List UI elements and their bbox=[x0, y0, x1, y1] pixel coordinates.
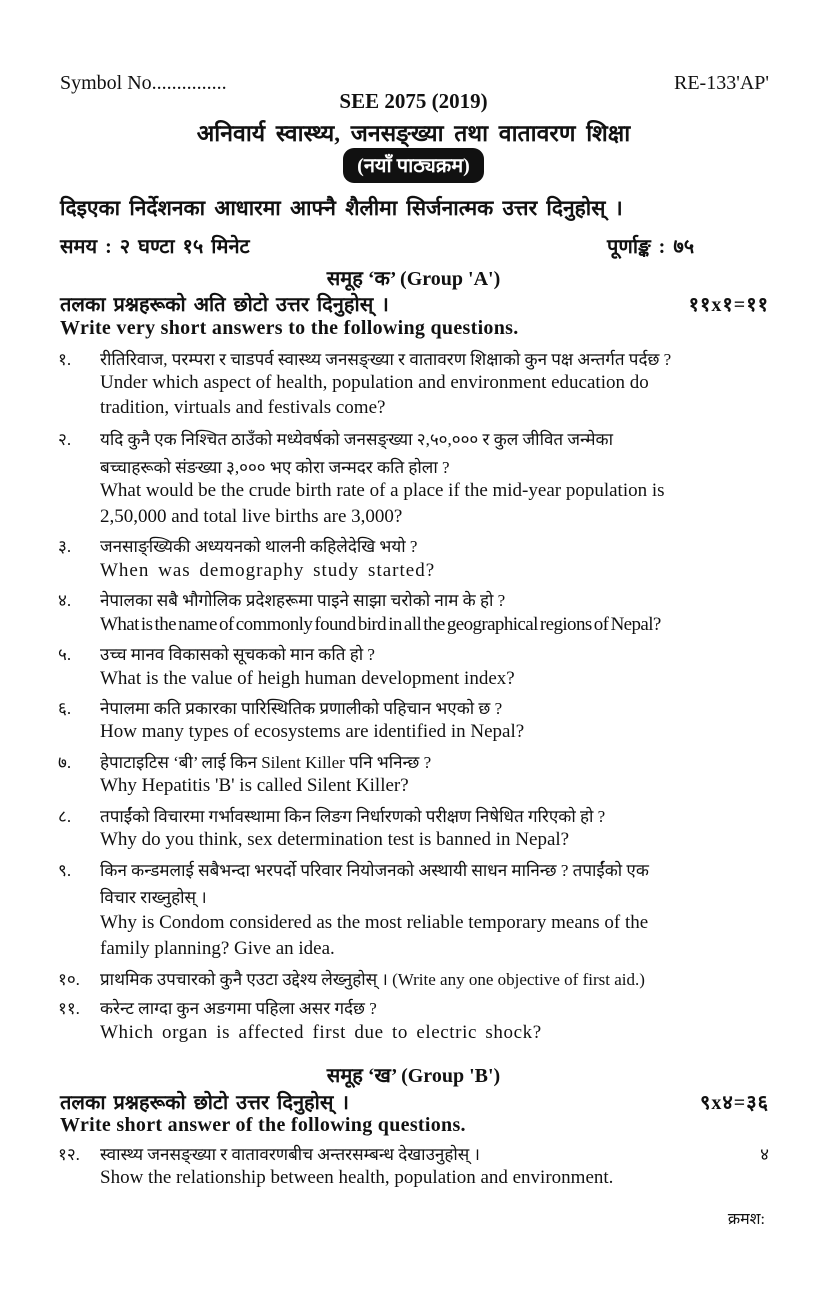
question-text-np: करेन्ट लाग्दा कुन अङगमा पहिला असर गर्दछ ? bbox=[100, 999, 377, 1018]
full-marks: पूर्णाङ्क : ७५ bbox=[607, 236, 695, 258]
group-a-marks: ११x१=११ bbox=[688, 294, 769, 316]
question-text-np: उच्च मानव विकासको सूचकको मान कति हो ? bbox=[100, 645, 375, 664]
question-text-np: बच्चाहरूको संङख्या ३,००० भए कोरा जन्मदर कति होला ? bbox=[100, 458, 450, 477]
question-text-en: Why is Condom considered as the most reliable temporary means of the bbox=[100, 912, 649, 933]
question-number: २. bbox=[58, 430, 72, 449]
question-text-en: Which organ is affected first due to electric shock? bbox=[100, 1022, 542, 1043]
question-text-en: tradition, virtuals and festivals come? bbox=[100, 397, 386, 418]
question-text-en: When was demography study started? bbox=[100, 560, 436, 581]
continued-label: क्रमश: bbox=[727, 1211, 765, 1228]
question-text-np: रीतिरिवाज, परम्परा र चाडपर्व स्वास्थ्य जनसङ्ख्या र वातावरण शिक्षाको कुन पक्ष अन्तर्गत पर्दछ ? bbox=[100, 350, 672, 369]
group-a-instruction-en: Write very short answers to the following questions. bbox=[60, 317, 519, 339]
time-allowed: समय : २ घण्टा १५ मिनेट bbox=[60, 236, 250, 258]
curriculum-badge: (नयाँ पाठ्यक्रम) bbox=[343, 148, 484, 183]
question-number: ८. bbox=[58, 807, 72, 826]
exam-title: SEE 2075 (2019) bbox=[339, 89, 488, 113]
question-text-en: Why do you think, sex determination test is banned in Nepal? bbox=[100, 829, 570, 850]
question-text-np: विचार राख्नुहोस् । bbox=[100, 888, 207, 907]
question-marks: ४ bbox=[760, 1145, 769, 1164]
question-text-en: What is the value of heigh human development index? bbox=[100, 668, 515, 689]
question-text-en: Why Hepatitis 'B' is called Silent Killer? bbox=[100, 775, 409, 796]
question-text-np: तपाईंको विचारमा गर्भावस्थामा किन लिङग निर्धारणको परीक्षण निषेधित गरिएको हो ? bbox=[100, 807, 606, 826]
symbol-number: Symbol No............... bbox=[60, 72, 227, 94]
subject-title: अनिवार्य स्वास्थ्य, जनसङ्ख्या तथा वातावरण शिक्षा bbox=[196, 121, 631, 146]
question-text-np: किन कन्डमलाई सबैभन्दा भरपर्दो परिवार नियोजनको अस्थायी साधन मानिन्छ ? तपाईंको एक bbox=[100, 861, 649, 880]
question-number: ३. bbox=[58, 537, 72, 556]
question-text-en: family planning? Give an idea. bbox=[100, 938, 335, 959]
question-text-en: Show the relationship between health, population and environment. bbox=[100, 1167, 614, 1188]
question-number: ७. bbox=[58, 753, 72, 772]
general-instruction: दिइएका निर्देशनका आधारमा आफ्नै शैलीमा सिर्जनात्मक उत्तर दिनुहोस् । bbox=[60, 196, 623, 220]
question-text-en: What would be the crude birth rate of a place if the mid-year population is bbox=[100, 480, 665, 501]
question-text-en: What is the name of commonly found bird in all the geographical regions of Nepal? bbox=[100, 614, 661, 635]
question-number: १. bbox=[58, 350, 72, 369]
question-text-np: नेपालमा कति प्रकारका पारिस्थितिक प्रणालीको पहिचान भएको छ ? bbox=[100, 699, 503, 718]
question-number: १०. bbox=[58, 970, 80, 989]
question-number: १२. bbox=[58, 1145, 80, 1164]
question-text-np: जनसाङ्ख्यिकी अध्ययनको थालनी कहिलेदेखि भयो ? bbox=[100, 537, 418, 556]
curriculum-wrap bbox=[0, 148, 827, 183]
question-text-en: How many types of ecosystems are identified in Nepal? bbox=[100, 721, 525, 742]
question-text-np: स्वास्थ्य जनसङ्ख्या र वातावरणबीच अन्तरसम्बन्ध देखाउनुहोस् । bbox=[100, 1145, 480, 1164]
question-number: ६. bbox=[58, 699, 72, 718]
group-a-instruction-np: तलका प्रश्नहरूको अति छोटो उत्तर दिनुहोस् । bbox=[60, 294, 389, 316]
question-text-np: नेपालका सबै भौगोलिक प्रदेशहरूमा पाइने साझा चरोको नाम के हो ? bbox=[100, 591, 506, 610]
question-number: ९. bbox=[58, 861, 72, 880]
question-text-np: यदि कुनै एक निश्चित ठाउँको मध्येवर्षको जनसङ्ख्या २,५०,००० र कुल जीवित जन्मेका bbox=[100, 430, 614, 449]
question-number: ४. bbox=[58, 591, 72, 610]
group-b-marks: ९x४=३६ bbox=[700, 1092, 769, 1114]
group-b-instruction-en: Write short answer of the following questions. bbox=[60, 1114, 466, 1136]
group-b-instruction-np: तलका प्रश्नहरूको छोटो उत्तर दिनुहोस् । bbox=[60, 1092, 349, 1114]
group-b-title: समूह ‘ख’ (Group 'B') bbox=[326, 1065, 501, 1087]
paper-code: RE-133'AP' bbox=[674, 72, 769, 94]
group-a-title: समूह ‘क’ (Group 'A') bbox=[326, 268, 501, 290]
question-text-np: हेपाटाइटिस ‘बी’ लाई किन Silent Killer पनि भनिन्छ ? bbox=[100, 753, 432, 772]
question-text-en: Under which aspect of health, population and environment education do bbox=[100, 372, 649, 393]
question-number: ११. bbox=[58, 999, 80, 1018]
question-number: ५. bbox=[58, 645, 72, 664]
question-text-np: प्राथमिक उपचारको कुनै एउटा उद्देश्य लेख्नुहोस् । (Write any one objective of first aid.) bbox=[100, 970, 645, 989]
question-text-en: 2,50,000 and total live births are 3,000? bbox=[100, 506, 403, 527]
